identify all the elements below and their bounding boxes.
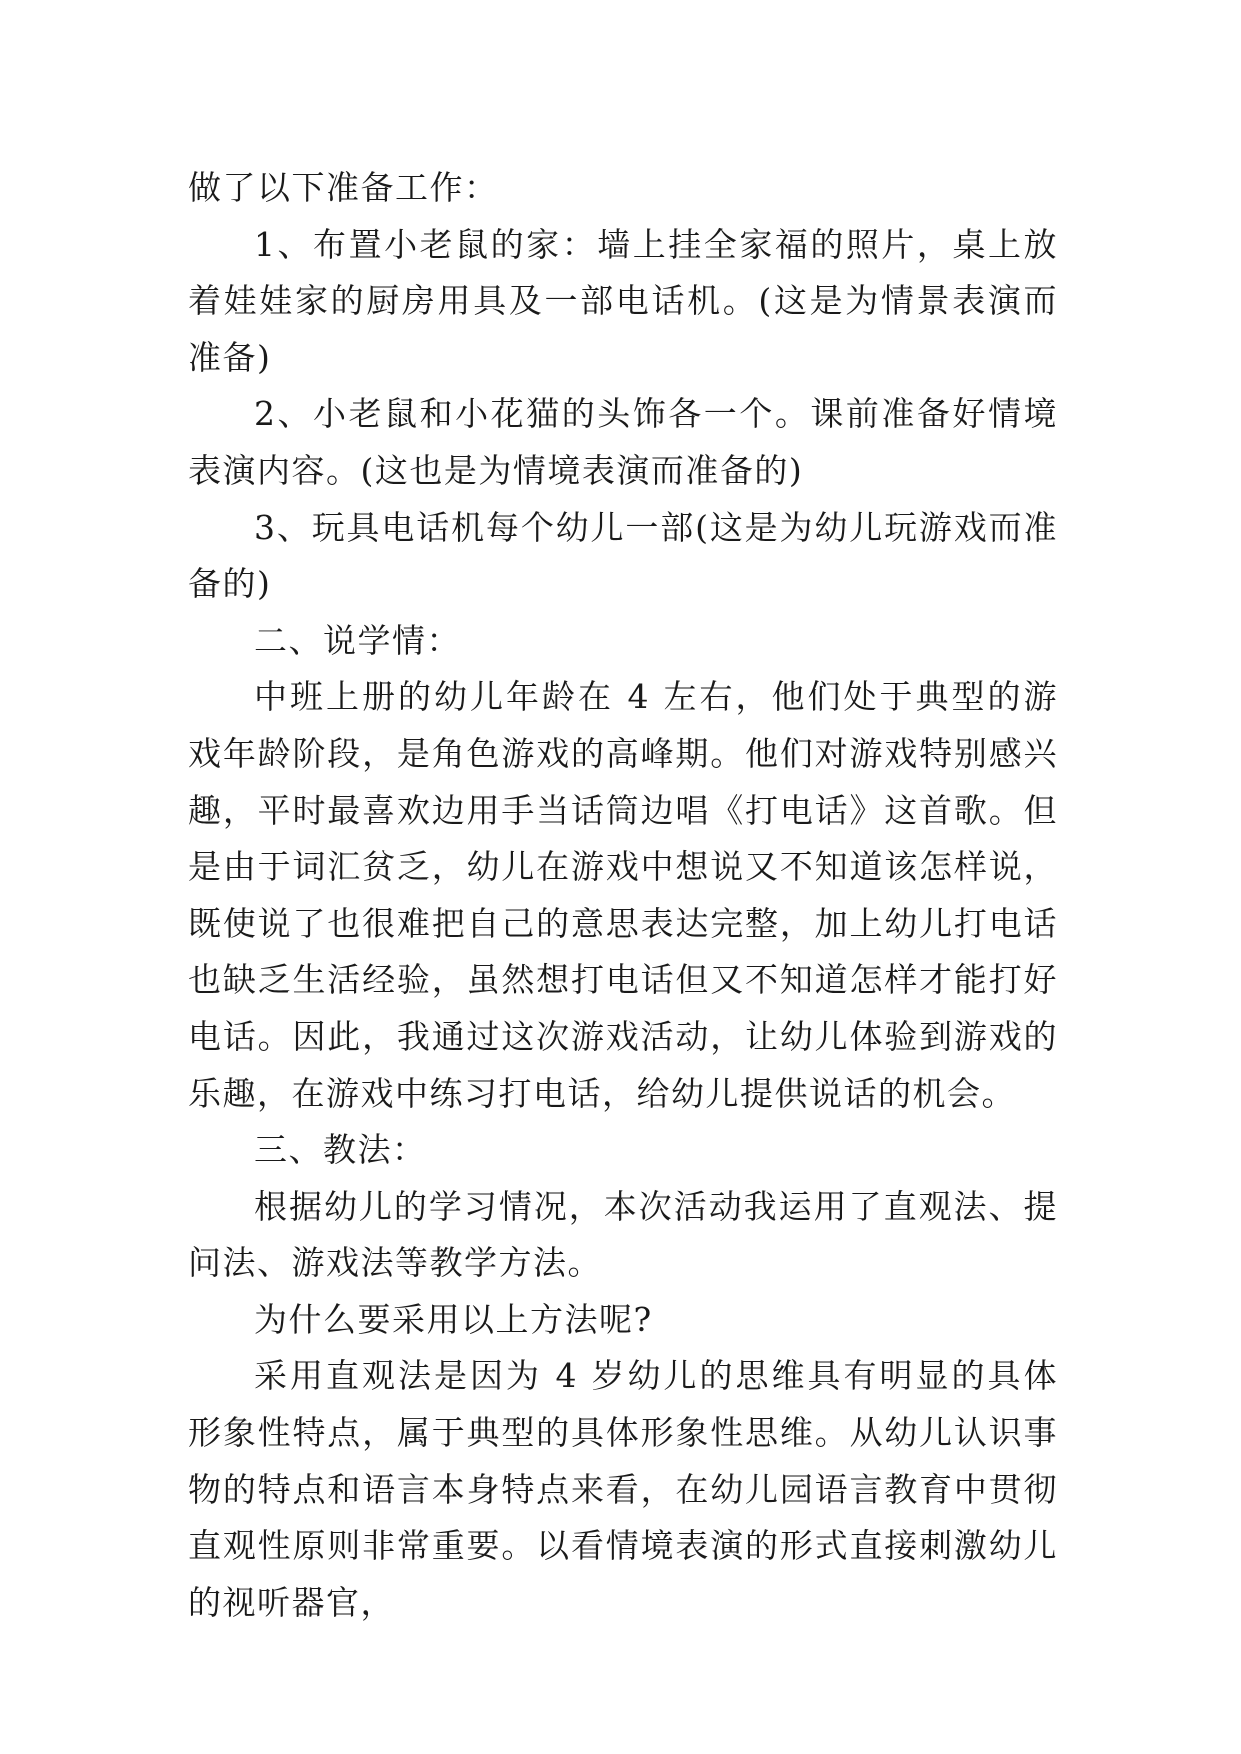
paragraph-item-1: 1、布置小老鼠的家：墙上挂全家福的照片，桌上放着娃娃家的厨房用具及一部电话机。(这是为情景表演而准备) bbox=[188, 224, 1058, 377]
paragraph-item-2: 2、小老鼠和小花猫的头饰各一个。课前准备好情境表演内容。(这也是为情境表演而准备的) bbox=[188, 394, 1058, 490]
paragraph-item-3: 3、玩具电话机每个幼儿一部(这是为幼儿玩游戏而准备的) bbox=[188, 507, 1058, 604]
paragraph-prep-intro: 做了以下准备工作： bbox=[188, 168, 499, 207]
paragraph-methods: 根据幼儿的学习情况，本次活动我运用了直观法、提问法、游戏法等教学方法。 bbox=[188, 1186, 1058, 1283]
paragraph-question: 为什么要采用以上方法呢? bbox=[254, 1299, 653, 1339]
document-body bbox=[188, 160, 1058, 1631]
section-heading-learning: 二、说学情： bbox=[254, 620, 461, 660]
paragraph-intuitive-method: 采用直观法是因为 4 岁幼儿的思维具有明显的具体形象性特点，属于典型的具体形象性思维。从幼儿认识事物的特点和语言本身特点来看，在幼儿园语言教育中贯彻直观性原则非常重要。以看情境表演的形式直接刺激幼儿的视听器官， bbox=[188, 1356, 1058, 1622]
section-heading-methods: 三、教法： bbox=[254, 1130, 427, 1170]
paragraph-learning: 中班上册的幼儿年龄在 4 左右，他们处于典型的游戏年龄阶段，是角色游戏的高峰期。他们对游戏特别感兴趣，平时最喜欢边用手当话筒边唱《打电话》这首歌。但是由于词汇贫乏，幼儿在游戏中想说又不知道该怎样说，既使说了也很难把自己的意思表达完整，加上幼儿打电话也缺乏生活经验，虽然想打电话但又不知道怎样才能打好电话。因此，我通过这次游戏活动，让幼儿体验到游戏的乐趣，在游戏中练习打电话，给幼儿提供说话的机会。 bbox=[188, 677, 1058, 1113]
